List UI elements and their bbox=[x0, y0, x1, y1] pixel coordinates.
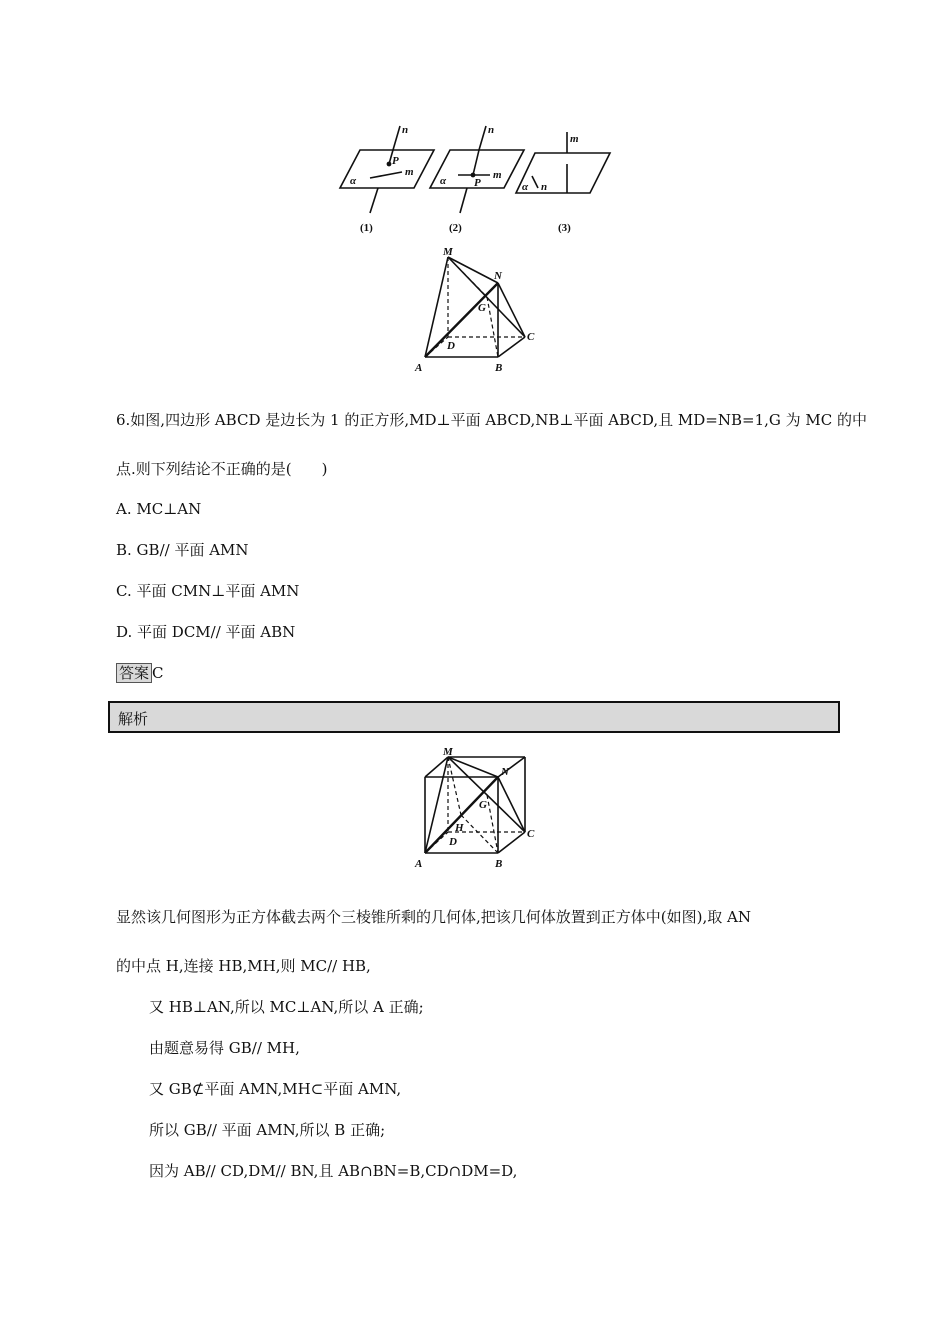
analysis-line-2: 的中点 H,连接 HB,MH,则 MC// HB, bbox=[116, 957, 371, 975]
label-N: N bbox=[494, 270, 502, 282]
label-D-2: D bbox=[449, 836, 457, 848]
cube-figure bbox=[405, 745, 555, 875]
caption-2: (2) bbox=[449, 222, 462, 234]
analysis-step-1: 又 HB⊥AN,所以 MC⊥AN,所以 A 正确; bbox=[149, 998, 424, 1016]
analysis-step-2: 由题意易得 GB// MH, bbox=[149, 1039, 300, 1057]
analysis-step-5: 因为 AB// CD,DM// BN,且 AB∩BN=B,CD∩DM=D, bbox=[149, 1162, 518, 1180]
label-n-1: n bbox=[402, 124, 409, 136]
question-line-2: 点.则下列结论不正确的是( ) bbox=[116, 460, 328, 478]
label-C: C bbox=[527, 331, 535, 343]
option-c: C. 平面 CMN⊥平面 AMN bbox=[116, 582, 300, 600]
option-b: B. GB// 平面 AMN bbox=[116, 541, 249, 559]
label-p-2: P bbox=[474, 177, 481, 189]
caption-3: (3) bbox=[558, 222, 571, 234]
label-M-2: M bbox=[443, 746, 453, 758]
label-n-2: n bbox=[488, 124, 495, 136]
option-d: D. 平面 DCM// 平面 ABN bbox=[116, 623, 296, 641]
label-m-3: m bbox=[570, 133, 579, 145]
analysis-header bbox=[108, 701, 840, 733]
answer-label: 答案 bbox=[116, 663, 152, 683]
plane-3 bbox=[516, 153, 610, 193]
label-alpha-2: α bbox=[440, 175, 447, 187]
label-H: H bbox=[455, 822, 464, 834]
analysis-step-3: 又 GB⊄平面 AMN,MH⊂平面 AMN, bbox=[149, 1080, 402, 1098]
label-A-2: A bbox=[415, 858, 423, 870]
answer-row bbox=[116, 663, 164, 683]
label-C-2: C bbox=[527, 828, 535, 840]
label-n-3: n bbox=[541, 181, 548, 193]
analysis-label: 解析 bbox=[118, 710, 149, 728]
solid-figure bbox=[405, 245, 555, 380]
label-G: G bbox=[478, 302, 486, 314]
label-B: B bbox=[495, 362, 503, 374]
option-a: A. MC⊥AN bbox=[116, 500, 202, 518]
answer-value: C bbox=[152, 664, 164, 682]
label-p-1: P bbox=[392, 155, 399, 167]
planes-figure bbox=[330, 120, 630, 240]
label-alpha-1: α bbox=[350, 175, 357, 187]
label-G-2: G bbox=[479, 799, 487, 811]
analysis-step-4: 所以 GB// 平面 AMN,所以 B 正确; bbox=[149, 1121, 386, 1139]
analysis-line-1: 显然该几何图形为正方体截去两个三棱锥所剩的几何体,把该几何体放置到正方体中(如图),取 AN bbox=[116, 908, 751, 926]
label-M: M bbox=[443, 246, 453, 258]
caption-1: (1) bbox=[360, 222, 373, 234]
label-A: A bbox=[415, 362, 423, 374]
label-m-1: m bbox=[405, 166, 414, 178]
question-line-1: 6.如图,四边形 ABCD 是边长为 1 的正方形,MD⊥平面 ABCD,NB⊥平面 ABCD,且 MD=NB=1,G 为 MC 的中 bbox=[116, 411, 867, 429]
label-N-2: N bbox=[501, 766, 509, 778]
label-alpha-3: α bbox=[522, 181, 529, 193]
label-m-2: m bbox=[493, 169, 502, 181]
label-B-2: B bbox=[495, 858, 503, 870]
label-D: D bbox=[447, 340, 455, 352]
